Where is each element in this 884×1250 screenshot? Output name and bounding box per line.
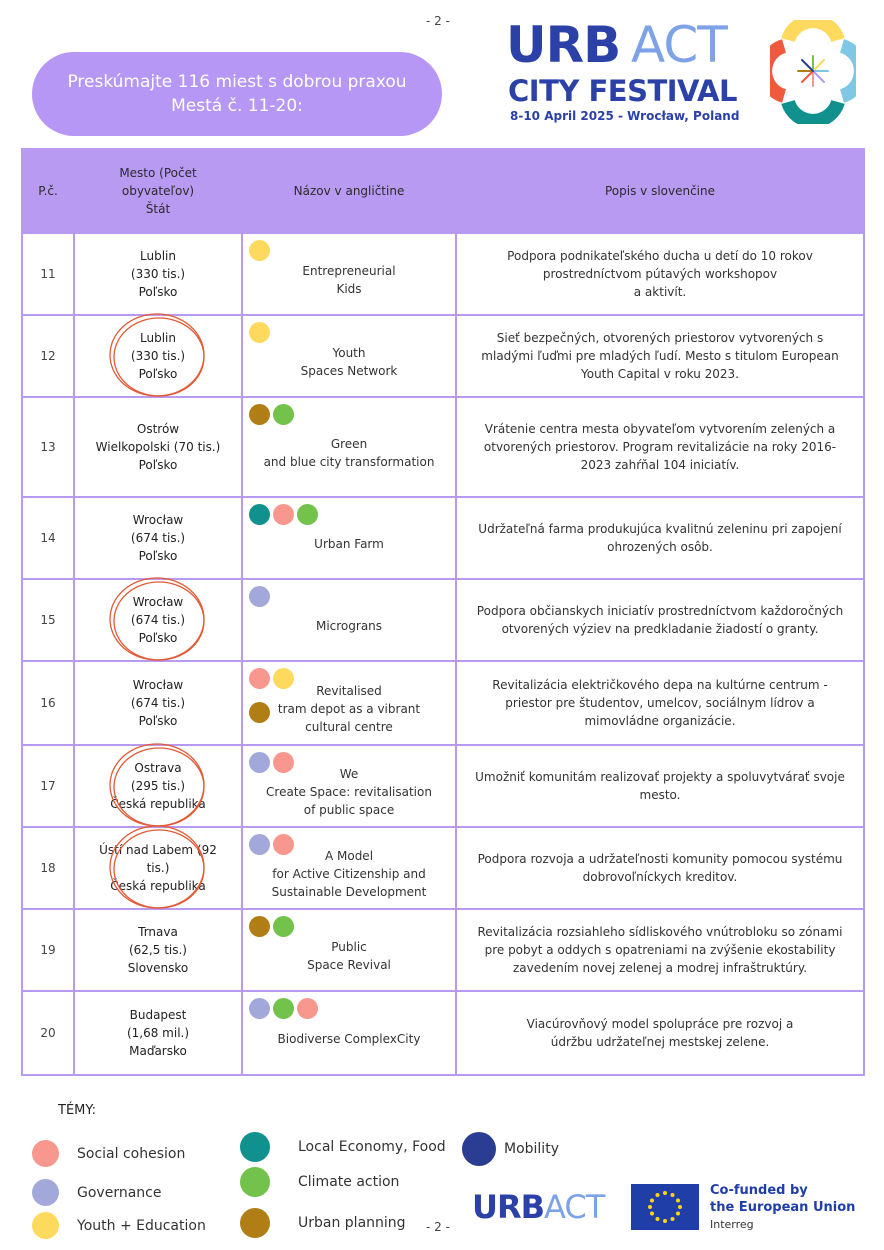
climate-action-dot-icon [273,916,294,937]
city-line: Wrocław [132,678,184,692]
english-name-line: Entrepreneurial [302,264,396,278]
page-number-bottom: - 2 - [426,1220,450,1234]
description-line: dobrovoľníckych kreditov. [582,870,738,884]
cities-table [21,148,865,1076]
description-line: Viacúrovňový model spolupráce pre rozvoj a [526,1017,794,1031]
city-line: Poľsko [138,714,178,728]
english-name-cell [242,991,456,1075]
description-line: ohrozených osôb. [607,540,713,554]
city-cell [74,233,242,315]
social-cohesion-dot-icon [273,752,294,773]
table-row [22,497,864,579]
theme-dots [249,668,294,689]
city-line: Česká republika [110,797,206,811]
legend-label: Mobility [504,1141,559,1157]
city-line: (674 tis.) [130,613,186,627]
city-line: Česká republika [110,879,206,893]
english-name-cell [242,315,456,397]
english-name-line: of public space [303,803,395,817]
governance-dot-icon [249,752,270,773]
city-line: Slovensko [127,961,189,975]
row-number: 11 [22,233,74,315]
city-line: Poľsko [138,367,178,381]
english-name-line: We [339,767,359,781]
row-number: 19 [22,909,74,991]
city-line: Poľsko [138,285,178,299]
climate-action-dot-icon [273,998,294,1019]
row-number: 18 [22,827,74,909]
theme-dots [249,586,270,607]
page-number-top: - 2 - [426,14,450,28]
description-line: Youth Capital v roku 2023. [581,367,739,381]
theme-dots [249,504,318,525]
header-city-line1: Mesto (Počet [119,166,197,180]
description-line: mimovládne organizácie. [584,714,736,728]
legend-label: Youth + Education [77,1217,206,1234]
youth-education-dot-icon [249,322,270,343]
city-line: Wrocław [132,513,184,527]
social-cohesion-dot-icon [32,1140,59,1167]
urbact-footer-logo [472,1188,604,1226]
description-cell [456,579,864,661]
legend-governance [32,1179,161,1206]
legend-label: Climate action [298,1174,400,1190]
legend-label: Governance [77,1184,162,1201]
header-desc: Popis v slovenčine [456,149,864,233]
logo-act: ACT [631,16,727,74]
english-name-line: A Model [324,849,374,863]
english-name-cell [242,233,456,315]
social-cohesion-dot-icon [249,668,270,689]
city-line: Maďarsko [129,1044,187,1058]
description-line: pre pobyt a oddych s opatreniami na zvýšenie ekostability [484,943,836,957]
english-name-line: Public [331,940,367,954]
row-number: 17 [22,745,74,827]
row-number: 20 [22,991,74,1075]
english-name-cell [242,909,456,991]
mobility-dot-icon [462,1132,496,1166]
page-title-line2: Mestá č. 11-20: [171,96,303,116]
table-row [22,579,864,661]
theme-dots [249,702,270,723]
description-line: otvorených priestorov. Program revitalizácie na roky 2016- [483,440,837,454]
row-number: 16 [22,661,74,745]
table-header-row [22,149,864,233]
city-line: Wrocław [132,595,184,609]
legend-urban-planning [240,1208,406,1238]
eu-line1: Co-funded by [710,1183,808,1198]
english-name-cell [242,579,456,661]
header-city [74,149,242,233]
description-line: a aktivít. [633,285,687,299]
youth-education-dot-icon [273,668,294,689]
header-city-line3: Štát [145,202,171,216]
english-name-line: Revitalised [316,684,382,698]
description-cell [456,745,864,827]
row-number: 13 [22,397,74,497]
description-cell [456,233,864,315]
description-cell [456,661,864,745]
social-cohesion-dot-icon [273,834,294,855]
legend-local-economy [240,1132,446,1162]
governance-dot-icon [249,586,270,607]
city-line: Poľsko [138,458,178,472]
city-line: Budapest [129,1008,187,1022]
youth-education-dot-icon [32,1212,59,1239]
climate-action-dot-icon [273,404,294,425]
climate-action-dot-icon [297,504,318,525]
description-line: Podpora rozvoja a udržateľnosti komunity pomocou systému [477,852,843,866]
description-line: Revitalizácia električkového depa na kultúrne centrum - [492,678,828,692]
city-cell [74,661,242,745]
city-line: Ústí nad Labem (92 [99,843,217,857]
city-line: tis.) [146,861,170,875]
description-line: údržbu udržateľnej mestskej zelene. [550,1035,770,1049]
english-name-line: and blue city transformation [263,455,435,469]
description-cell [456,397,864,497]
local-economy-dot-icon [240,1132,270,1162]
city-line: (62,5 tis.) [128,943,187,957]
city-line: Poľsko [138,549,178,563]
legend-title: TÉMY: [58,1103,96,1118]
city-line: Ostrava [134,761,182,775]
theme-dots [249,240,270,261]
page-title-line1: Preskúmajte 116 miest s dobrou praxou [67,72,407,92]
urban-planning-dot-icon [249,404,270,425]
header-num: P.č. [22,149,74,233]
description-line: Podpora podnikateľského ducha u detí do 10 rokov [507,249,813,263]
local-economy-food-dot-icon [249,504,270,525]
description-line: zavedením novej zelenej a modrej infraštruktúry. [512,961,808,975]
governance-dot-icon [32,1179,59,1206]
english-name-line: cultural centre [305,720,393,734]
city-line: Trnava [138,925,178,939]
festival-logo [506,16,856,132]
footer-logo-act: ACT [544,1188,605,1226]
legend-youth-education [32,1212,206,1239]
description-cell [456,315,864,397]
description-line: Udržateľná farma produkujúca kvalitnú zeleninu pri zapojení [478,522,842,536]
english-name-cell [242,745,456,827]
theme-dots [249,322,270,343]
english-name-cell [242,827,456,909]
english-name-line: Spaces Network [300,364,398,378]
city-line: Ostrów [136,422,180,436]
description-line: priestor pre študentov, umelcov, sociálnym lídrov a [505,696,815,710]
description-cell [456,827,864,909]
urban-planning-dot-icon [249,702,270,723]
city-cell [74,579,242,661]
description-line: Umožniť komunitám realizovať projekty a spoluvytvárať svoje [475,770,845,784]
row-number: 12 [22,315,74,397]
english-name-line: Micrograns [315,619,383,633]
legend-social-cohesion [32,1140,185,1167]
legend-label: Local Economy, Food [298,1139,446,1155]
city-line: (1,68 mil.) [126,1026,190,1040]
row-number: 14 [22,497,74,579]
description-line: 2023 zahŕňal 104 iniciatív. [580,458,740,472]
eu-cofunded-text [710,1182,855,1233]
city-cell [74,909,242,991]
city-line: (674 tis.) [130,531,186,545]
governance-dot-icon [249,998,270,1019]
festival-flower-icon [770,20,856,124]
city-cell [74,397,242,497]
description-line: otvorených výziev na predkladanie žiadostí o granty. [501,622,819,636]
social-cohesion-dot-icon [297,998,318,1019]
eu-line3: Interreg [710,1218,754,1231]
english-name-line: Create Space: revitalisation [266,785,432,799]
youth-education-dot-icon [249,240,270,261]
table-row [22,661,864,745]
legend-mobility [462,1132,559,1166]
description-line: Vrátenie centra mesta obyvateľom vytvorením zelených a [484,422,836,436]
english-name-cell [242,661,456,745]
english-name-line: Urban Farm [314,537,384,551]
table-row [22,827,864,909]
description-cell [456,497,864,579]
legend-label: Social cohesion [77,1145,186,1162]
city-cell [74,827,242,909]
city-line: Poľsko [138,631,178,645]
city-cell [74,497,242,579]
table-row [22,233,864,315]
city-cell [74,991,242,1075]
description-line: Podpora občianskych iniciatív prostredníctvom každoročných [476,604,844,618]
description-line: mesto. [639,788,681,802]
english-name-line: Sustainable Development [271,885,427,899]
table-row [22,909,864,991]
city-cell [74,745,242,827]
english-name-line: tram depot as a vibrant [277,702,421,716]
table-row [22,315,864,397]
urban-planning-dot-icon [240,1208,270,1238]
city-line: (330 tis.) [130,349,186,363]
description-line: mladými ľuďmi pre mladých ľudí. Mesto s titulom European [481,349,839,363]
english-name-line: Space Revival [307,958,391,972]
table-row [22,397,864,497]
english-name-line: Youth [332,346,366,360]
logo-urb: URB [506,16,621,74]
eu-flag-icon [631,1184,699,1230]
english-name-line: Green [330,437,368,451]
english-name-cell [242,497,456,579]
english-name-line: Biodiverse ComplexCity [277,1032,421,1046]
english-name-cell [242,397,456,497]
description-line: Revitalizácia rozsiahleho sídliskového vnútrobloku so zónami [477,925,843,939]
english-name-line: for Active Citizenship and [272,867,426,881]
city-line: (295 tis.) [130,779,186,793]
theme-dots [249,916,294,937]
header-name: Názov v angličtine [242,149,456,233]
table-row [22,991,864,1075]
page-title [32,52,442,136]
description-cell [456,909,864,991]
city-cell [74,315,242,397]
legend-label: Urban planning [298,1215,406,1231]
city-line: Lublin [140,249,176,263]
footer-logo-urb: URB [472,1188,545,1226]
theme-dots [249,834,294,855]
english-name-line: Kids [336,282,362,296]
social-cohesion-dot-icon [273,504,294,525]
eu-line2: the European Union [710,1200,856,1215]
city-line: Wielkopolski (70 tis.) [95,440,221,454]
city-line: Lublin [140,331,176,345]
governance-dot-icon [249,834,270,855]
description-line: Sieť bezpečných, otvorených priestorov vytvorených s [496,331,824,345]
city-line: (674 tis.) [130,696,186,710]
theme-dots [249,404,294,425]
table-row [22,745,864,827]
row-number: 15 [22,579,74,661]
logo-festival: CITY FESTIVAL [508,74,737,108]
climate-action-dot-icon [240,1167,270,1197]
logo-date: 8-10 April 2025 - Wrocław, Poland [510,109,740,123]
header-city-line2: obyvateľov) [121,184,195,198]
legend-climate-action [240,1167,399,1197]
theme-dots [249,752,294,773]
city-line: (330 tis.) [130,267,186,281]
description-line: prostredníctvom pútavých workshopov [542,267,778,281]
description-cell [456,991,864,1075]
urban-planning-dot-icon [249,916,270,937]
theme-dots [249,998,318,1019]
